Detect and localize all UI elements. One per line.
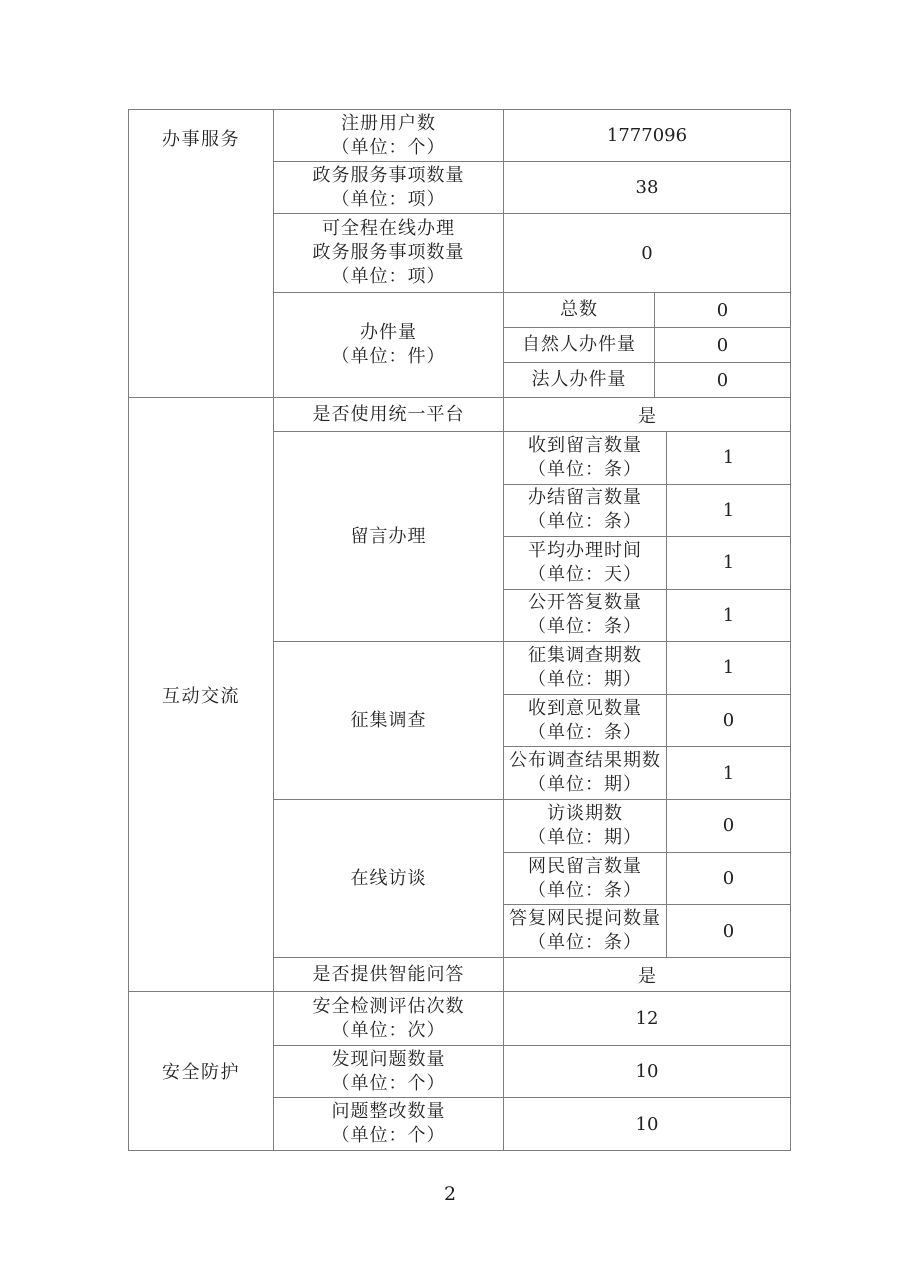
- sub-metric-label: [504, 590, 667, 642]
- metric-unit-line: （单位：个）: [331, 136, 446, 158]
- metric-label-line: 办件量: [360, 322, 417, 343]
- metric-value: 10: [635, 1113, 659, 1135]
- sub-row: [504, 642, 790, 694]
- metric-value: 38: [635, 177, 659, 198]
- metric-value: 1777096: [606, 125, 688, 146]
- metric-label-line: 问题整改数量: [331, 1101, 446, 1122]
- sub-metric-label: [504, 853, 667, 905]
- table-row: [274, 110, 790, 161]
- section-body: [274, 992, 790, 1150]
- table-row-group: [274, 799, 790, 957]
- table-row-group: [274, 431, 790, 641]
- sub-metric-label: [504, 328, 655, 362]
- metric-label: [274, 162, 504, 213]
- sub-metric-value: 0: [722, 868, 735, 889]
- sub-metric-label-line: 收到留言数量: [528, 434, 642, 456]
- sub-metric-value: 1: [722, 447, 735, 469]
- metric-label-line: 政务服务事项数量: [312, 242, 465, 263]
- table-row: [274, 398, 790, 431]
- section-banshi-fuwu: [129, 110, 790, 397]
- sub-metric-value: 0: [722, 920, 735, 942]
- sub-metric-label: [504, 642, 667, 694]
- sub-metric-unit-line: （单位：期）: [528, 826, 642, 848]
- metric-label: [274, 110, 504, 161]
- metric-label: [274, 1098, 504, 1150]
- category-label: 办事服务: [129, 110, 274, 397]
- sub-metric-value: 0: [716, 369, 729, 391]
- table-row: [274, 1097, 790, 1150]
- section-anquan-fanghu: [129, 991, 790, 1150]
- sub-metric-label-line: 法人办件量: [531, 369, 627, 390]
- sub-metric-value: 1: [722, 657, 735, 679]
- sub-metric-value: 1: [722, 604, 735, 626]
- metric-label: [274, 432, 504, 641]
- metric-unit-line: （单位：项）: [331, 266, 446, 287]
- sub-metric-label-line: 办结留言数量: [528, 487, 642, 509]
- sub-metric-value: 1: [722, 499, 735, 521]
- sub-row: [504, 536, 790, 589]
- sub-metric-unit-line: （单位：天）: [528, 563, 642, 585]
- metric-label: [274, 398, 504, 431]
- metric-unit-line: （单位：个）: [331, 1072, 446, 1094]
- sub-metric-unit-line: （单位：条）: [528, 616, 642, 638]
- sub-metric-label: [504, 432, 667, 484]
- sub-rows: [504, 432, 790, 641]
- sub-metric-unit-line: （单位：条）: [528, 721, 642, 743]
- sub-row: [504, 293, 790, 327]
- sub-metric-label-line: 总数: [560, 299, 598, 320]
- sub-metric-label: [504, 537, 667, 589]
- sub-rows: [504, 642, 790, 799]
- metric-label-line: 注册用户数: [341, 112, 436, 134]
- metric-unit-line: （单位：次）: [331, 1019, 446, 1041]
- sub-row: [504, 904, 790, 957]
- sub-row: [504, 694, 790, 747]
- table-row-group: [274, 641, 790, 799]
- table-row: [274, 1045, 790, 1097]
- table-row: [274, 161, 790, 213]
- sub-row: [504, 362, 790, 397]
- sub-row: [504, 432, 790, 484]
- sub-row: [504, 327, 790, 362]
- metric-label: [274, 992, 504, 1045]
- metric-label: [274, 214, 504, 292]
- sub-metric-label-line: 自然人办件量: [522, 334, 636, 355]
- metric-label-line: 政务服务事项数量: [312, 164, 465, 186]
- report-table: [128, 109, 791, 1151]
- sub-rows: [504, 800, 790, 957]
- metric-value: 12: [635, 1008, 659, 1029]
- sub-metric-label: [504, 363, 655, 397]
- sub-row: [504, 589, 790, 642]
- sub-metric-label-line: 公开答复数量: [528, 592, 642, 614]
- metric-value: 是: [638, 405, 656, 427]
- table-row: [274, 957, 790, 991]
- sub-metric-unit-line: （单位：期）: [528, 668, 642, 690]
- sub-metric-label: [504, 695, 667, 747]
- metric-label-line: 是否提供智能问答: [312, 963, 465, 985]
- sub-row: [504, 800, 790, 852]
- section-body: [274, 398, 790, 991]
- sub-metric-label-line: 收到意见数量: [528, 697, 642, 719]
- metric-label-line: 留言办理: [350, 525, 427, 547]
- sub-metric-unit-line: （单位：条）: [528, 879, 642, 901]
- sub-metric-label-line: 答复网民提问数量: [509, 908, 661, 930]
- sub-metric-label-line: 征集调查期数: [528, 644, 642, 666]
- metric-unit-line: （单位：个）: [331, 1125, 446, 1146]
- metric-label: [274, 642, 504, 799]
- sub-metric-unit-line: （单位：期）: [528, 774, 642, 796]
- metric-unit-line: （单位：项）: [331, 188, 446, 210]
- sub-metric-value: 0: [716, 299, 729, 321]
- metric-value: 是: [638, 965, 656, 987]
- sub-metric-unit-line: （单位：条）: [528, 932, 642, 954]
- sub-metric-unit-line: （单位：条）: [528, 511, 642, 533]
- sub-metric-value: 1: [722, 762, 735, 784]
- category-label: 安全防护: [129, 992, 274, 1150]
- metric-label: [274, 800, 504, 957]
- table-row: [274, 992, 790, 1045]
- metric-label-line: 安全检测评估次数: [312, 995, 465, 1017]
- sub-metric-unit-line: （单位：条）: [528, 458, 642, 480]
- sub-metric-value: 0: [722, 710, 735, 731]
- sub-metric-label-line: 公布调查结果期数: [509, 750, 661, 772]
- metric-unit-line: （单位：件）: [331, 346, 446, 367]
- sub-metric-label-line: 平均办理时间: [528, 539, 642, 561]
- section-hudong-jiaoliu: [129, 397, 790, 991]
- table-row: [274, 213, 790, 292]
- sub-metric-label: [504, 747, 667, 799]
- sub-row: [504, 484, 790, 537]
- sub-metric-label: [504, 293, 655, 327]
- metric-label: [274, 293, 504, 397]
- section-body: [274, 110, 790, 397]
- metric-label-line: 可全程在线办理: [322, 218, 455, 239]
- page-number: 2: [443, 1183, 457, 1205]
- sub-metric-label: [504, 485, 667, 537]
- metric-label-line: 征集调查: [350, 709, 427, 731]
- sub-metric-value: 0: [722, 815, 735, 837]
- sub-metric-label-line: 网民留言数量: [528, 855, 642, 877]
- category-label: 互动交流: [129, 398, 274, 991]
- sub-metric-label: [504, 800, 667, 852]
- metric-label: [274, 958, 504, 991]
- metric-value: 10: [635, 1061, 659, 1082]
- sub-metric-label: [504, 905, 667, 957]
- metric-label-line: 在线访谈: [350, 867, 427, 889]
- metric-label-line: 发现问题数量: [331, 1048, 446, 1070]
- table-row-group: [274, 292, 790, 397]
- sub-metric-label-line: 访谈期数: [547, 802, 623, 824]
- metric-label: [274, 1046, 504, 1097]
- sub-row: [504, 746, 790, 799]
- metric-value: 0: [641, 242, 653, 264]
- sub-row: [504, 852, 790, 905]
- sub-metric-value: 0: [716, 334, 729, 356]
- sub-metric-value: 1: [722, 552, 735, 574]
- metric-label-line: 是否使用统一平台: [312, 403, 465, 425]
- sub-rows: [504, 293, 790, 397]
